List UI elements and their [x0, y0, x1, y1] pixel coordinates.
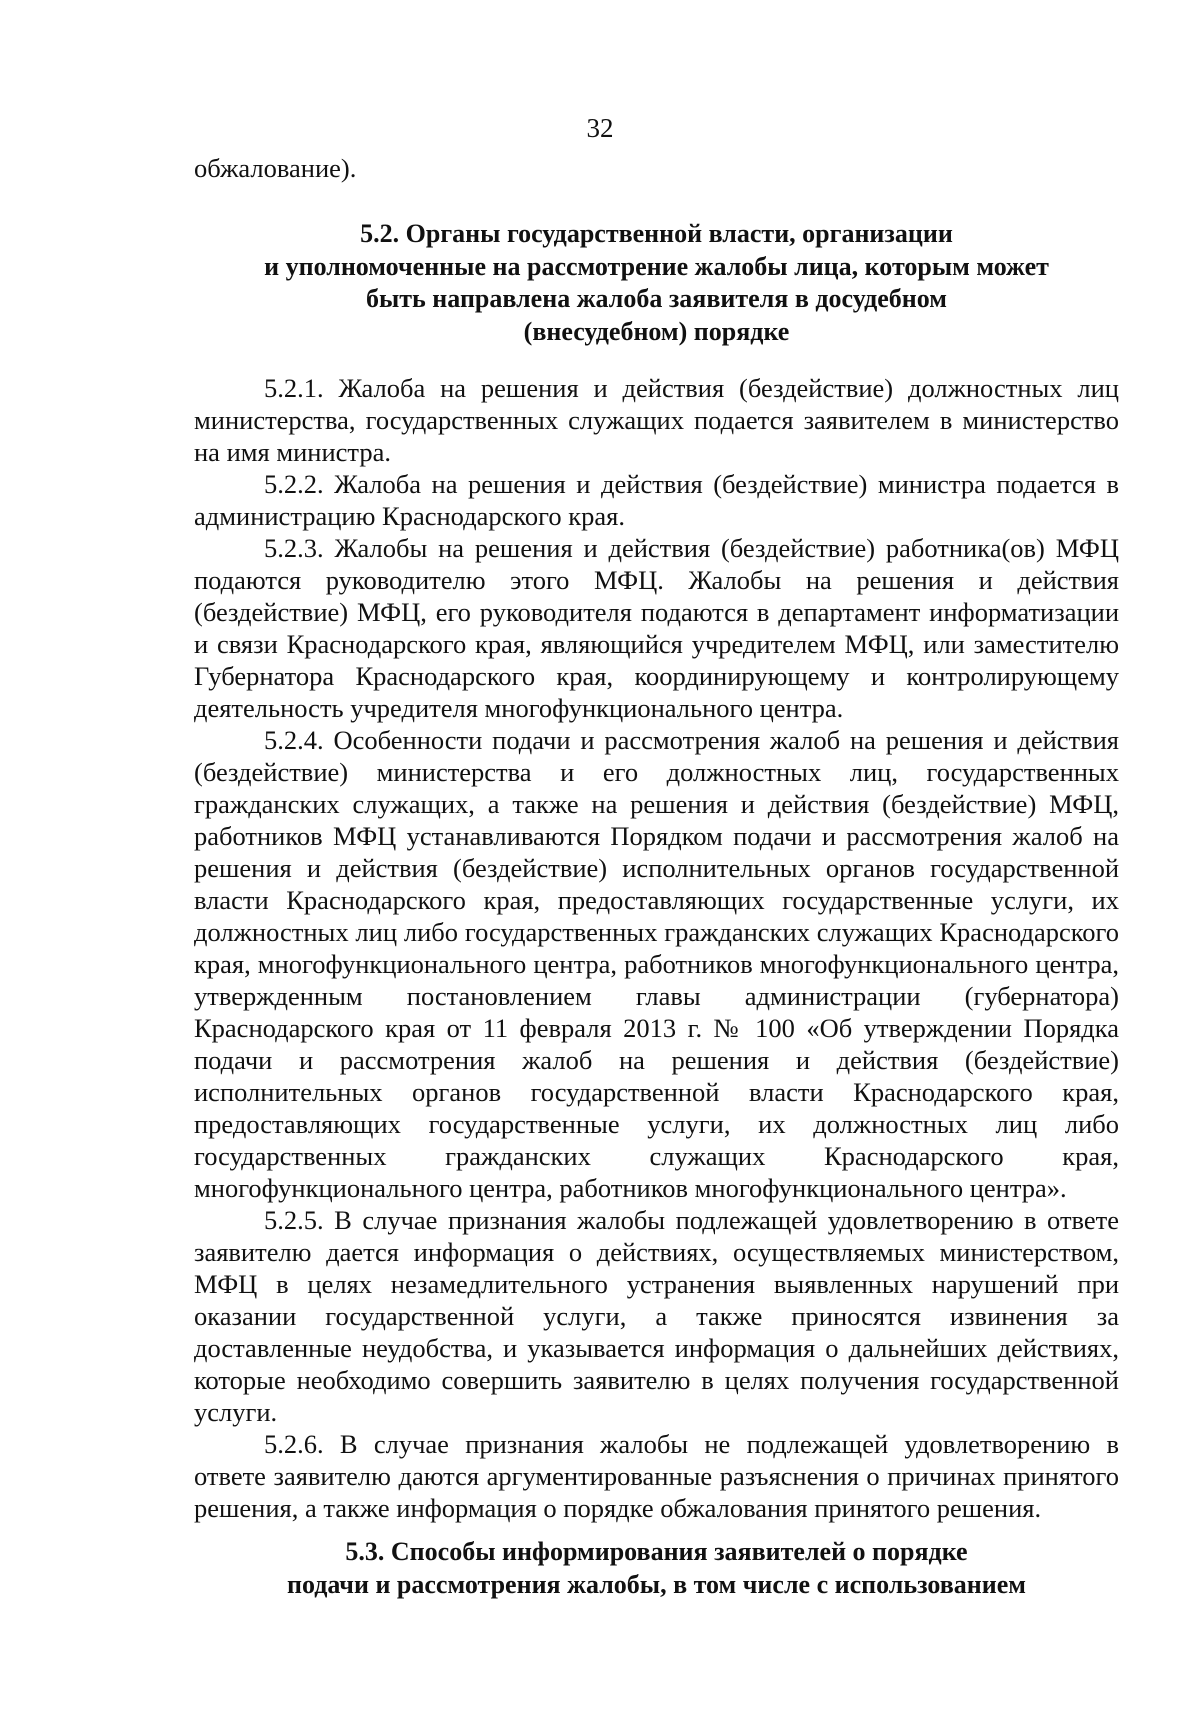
- page-number: 32: [586, 113, 614, 143]
- section-5-2-body: [194, 372, 1119, 1524]
- carryover-text: обжалование).: [194, 153, 357, 183]
- heading-line: 5.2. Органы государственной власти, организации: [360, 219, 953, 248]
- paragraph-5-2-5: 5.2.5. В случае признания жалобы подлежащей удовлетворению в ответе заявителю дается информация о действиях, осуществляемых министерством, МФЦ в целях незамедлительного устранения выявленных нарушений при оказании государственной услуги, а также приносятся извинения за доставленные неудобства, и указывается информация о дальнейших действиях, которые необходимо совершить заявителю в целях получения государственной услуги.: [194, 1205, 1119, 1427]
- heading-line: подачи и рассмотрения жалобы, в том числе с использованием: [286, 1569, 1027, 1599]
- paragraph-5-2-3: 5.2.3. Жалобы на решения и действия (бездействие) работника(ов) МФЦ подаются руководителю этого МФЦ. Жалобы на решения и действия (бездействие) МФЦ, его руководителя подаются в департамент информатизации и связи Краснодарского края, являющийся учредителем МФЦ, или заместителю Губернатора Краснодарского края, координирующему и контролирующему деятельность учредителя многофункционального центра.: [194, 533, 1119, 723]
- paragraph-5-2-1: 5.2.1. Жалоба на решения и действия (бездействие) должностных лиц министерства, государственных служащих подается заявителем в министерство на имя министра.: [194, 373, 1119, 467]
- heading-line: (внесудебном) порядке: [523, 316, 790, 346]
- heading-line: 5.3. Способы информирования заявителей о порядке: [345, 1537, 968, 1566]
- heading-line: и уполномоченные на рассмотрение жалобы лица, которым может: [264, 251, 1049, 281]
- heading-line: быть направлена жалоба заявителя в досудебном: [365, 284, 947, 313]
- section-5-3-heading: [194, 1536, 1119, 1601]
- section-5-2-heading: [194, 218, 1119, 348]
- paragraph-5-2-4: 5.2.4. Особенности подачи и рассмотрения жалоб на решения и действия (бездействие) министерства и его должностных лиц, государственных гражданских служащих, а также на решения и действия (бездействие) МФЦ, работников МФЦ устанавливаются Порядком подачи и рассмотрения жалоб на решения и действия (бездействие) исполнительных органов государственной власти Краснодарского края, предоставляющих государственные услуги, их должностных лиц либо государственных гражданских служащих Краснодарского края, многофункционального центра, работников многофункционального центра, утвержденным постановлением главы администрации (губернатора) Краснодарского края от 11 февраля 2013 г. № 100 «Об утверждении Порядка подачи и рассмотрения жалоб на решения и действия (бездействие) исполнительных органов государственной власти Краснодарского края, предоставляющих государственные услуги, их должностных лиц либо государственных гражданских служащих Краснодарского края, многофункционального центра, работников многофункционального центра».: [194, 725, 1119, 1203]
- paragraph-5-2-6: 5.2.6. В случае признания жалобы не подлежащей удовлетворению в ответе заявителю даются аргументированные разъяснения о причинах принятого решения, а также информация о порядке обжалования принятого решения.: [194, 1429, 1119, 1523]
- paragraph-5-2-2: 5.2.2. Жалоба на решения и действия (бездействие) министра подается в администрацию Краснодарского края.: [194, 469, 1119, 531]
